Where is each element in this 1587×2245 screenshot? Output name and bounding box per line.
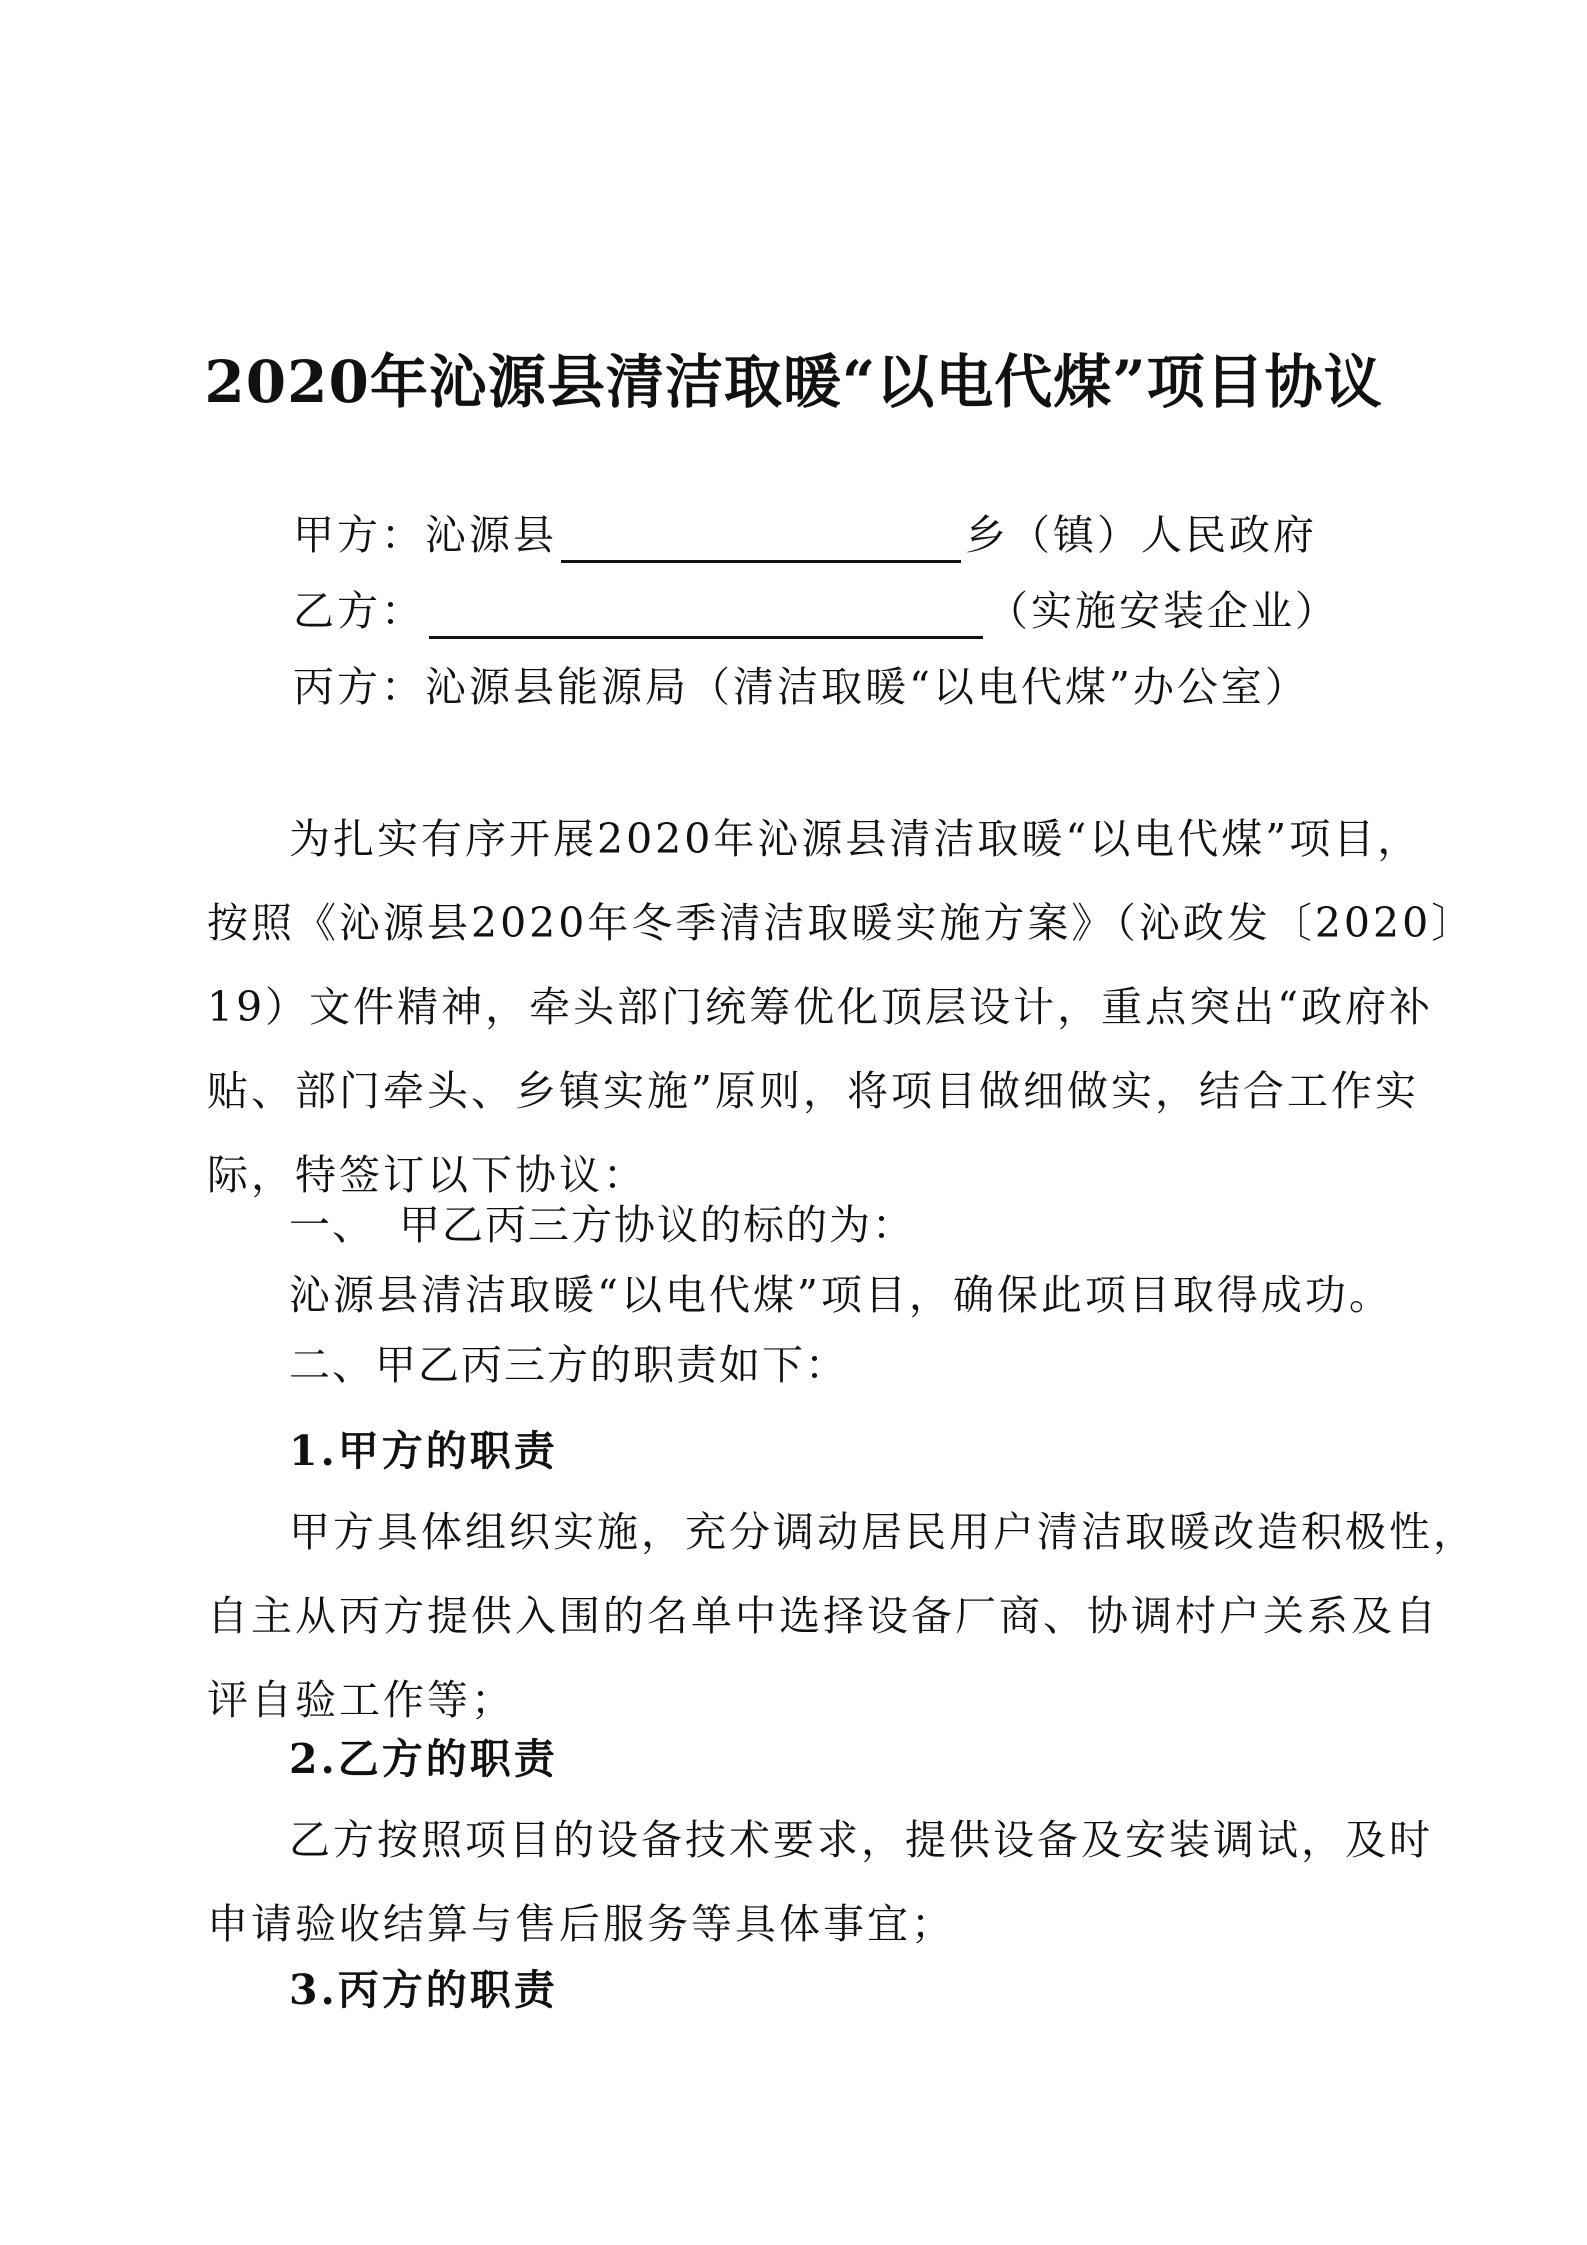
intro-line: 贴、部门牵头、乡镇实施”原则，将项目做细做实，结合工作实 xyxy=(207,1067,1419,1115)
item-2-heading-text: 2.乙方的职责 xyxy=(289,1735,558,1783)
party-c-text: 沁源县能源局（清洁取暖“以电代煤”办公室） xyxy=(425,663,1309,711)
section-1-number: 一、 xyxy=(289,1201,375,1249)
item-2-body xyxy=(207,1798,1433,1966)
section-2-heading: 二、甲乙丙三方的职责如下： xyxy=(289,1341,848,1389)
party-b-suffix: （实施安装企业） xyxy=(987,587,1339,635)
section-1-body xyxy=(207,1253,1407,1337)
party-b xyxy=(293,583,1339,639)
item-2-line: 申请验收结算与售后服务等具体事宜； xyxy=(207,1900,955,1948)
intro-line: 际，特签订以下协议： xyxy=(207,1151,647,1199)
party-b-blank-line xyxy=(429,594,983,639)
party-a-blank-line xyxy=(561,518,961,563)
item-1-heading xyxy=(289,1409,1489,1493)
party-a-prefix: 沁源县 xyxy=(425,511,557,559)
intro-paragraph xyxy=(207,797,1476,1217)
item-3-heading-text: 3.丙方的职责 xyxy=(289,1966,558,2014)
item-2-line: 乙方按照项目的设备技术要求，提供设备及安装调试，及时 xyxy=(289,1816,1433,1864)
party-b-label: 乙方： xyxy=(293,587,425,635)
section-1-heading xyxy=(289,1197,915,1253)
party-a-label: 甲方： xyxy=(293,511,425,559)
item-1-line: 自主从丙方提供入围的名单中选择设备厂商、协调村户关系及自 xyxy=(207,1592,1439,1640)
section-1-title: 甲乙丙三方协议的标的为： xyxy=(399,1201,915,1249)
party-a xyxy=(293,507,1317,563)
intro-line: 为扎实有序开展2020年沁源县清洁取暖“以电代煤”项目， xyxy=(289,815,1422,863)
party-c-label: 丙方： xyxy=(293,663,425,711)
party-c xyxy=(293,659,1309,715)
item-3-heading xyxy=(289,1948,1489,2032)
item-1-line: 评自验工作等； xyxy=(207,1676,515,1724)
section-1-body-line: 沁源县清洁取暖“以电代煤”项目，确保此项目取得成功。 xyxy=(289,1271,1393,1319)
item-1-line: 甲方具体组织实施，充分调动居民用户清洁取暖改造积极性， xyxy=(289,1508,1477,1556)
intro-line: 按照《沁源县2020年冬季清洁取暖实施方案》（沁政发〔2020〕 xyxy=(207,899,1476,947)
item-2-heading xyxy=(289,1717,1489,1801)
party-a-suffix: 乡（镇）人民政府 xyxy=(965,511,1317,559)
document-title: 2020年沁源县清洁取暖“以电代煤”项目协议 xyxy=(204,348,1383,416)
item-1-heading-text: 1.甲方的职责 xyxy=(289,1427,558,1475)
intro-line: 19）文件精神，牵头部门统筹优化顶层设计，重点突出“政府补 xyxy=(207,983,1434,1031)
item-1-body xyxy=(207,1490,1477,1742)
